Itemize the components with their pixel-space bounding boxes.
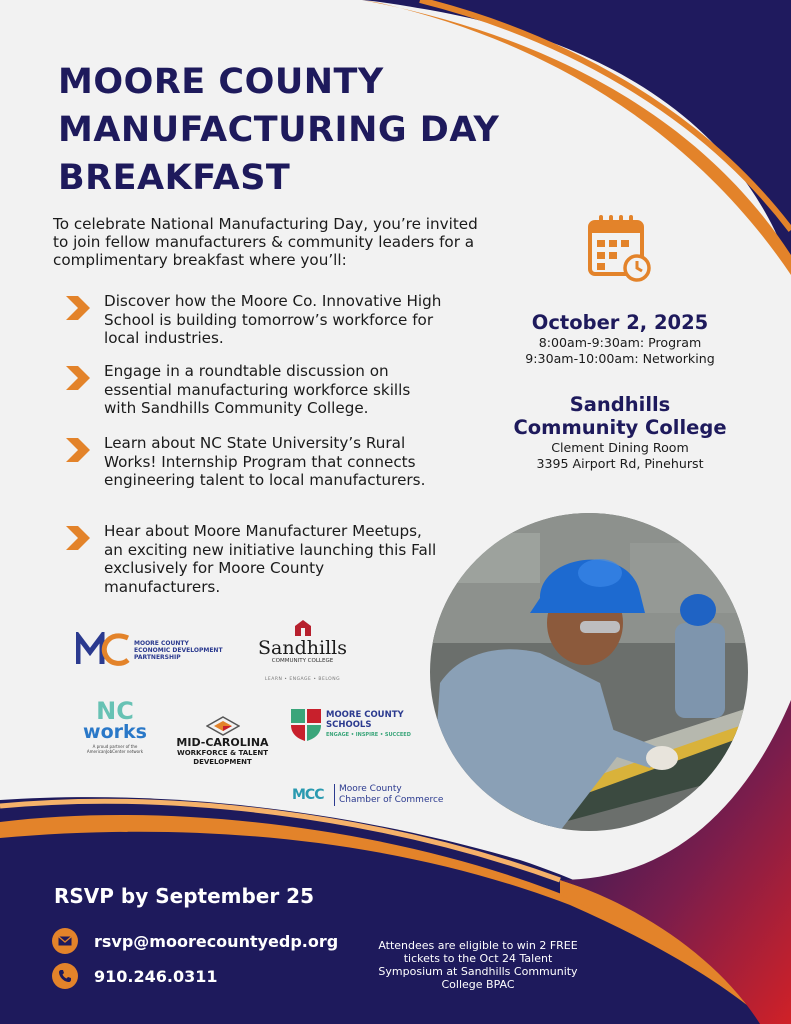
mcedp-line: ECONOMIC DEVELOPMENT <box>134 647 223 654</box>
list-item-text: Engage in a roundtable discussion on essential manufacturing workforce skills with Sandhills Community College. <box>104 362 411 417</box>
address-line: 3395 Airport Rd, Pinehurst <box>536 456 704 471</box>
mcs-line: MOORE COUNTY <box>326 710 404 720</box>
sandhills-sub: COMMUNITY COLLEGE <box>271 658 334 664</box>
phone-number[interactable]: 910.246.0311 <box>94 966 218 986</box>
event-schedule <box>500 335 740 367</box>
diamond-icon <box>206 716 240 736</box>
phone-icon <box>52 963 78 989</box>
list-item-text: Learn about NC State University’s Rural Works! Internship Program that connects engineering talent to local manufacturers. <box>104 434 426 489</box>
rsvp-heading: RSVP by September 25 <box>54 884 315 908</box>
chamber-line: Moore County <box>339 784 402 794</box>
schedule-line: 8:00am-9:30am: Program <box>538 335 702 350</box>
chevron-right-icon <box>64 526 90 550</box>
mid-carolina-line: WORKFORCE & TALENT <box>176 749 269 757</box>
chamber-line: Chamber of Commerce <box>339 795 444 805</box>
list-item <box>64 434 444 522</box>
page-title <box>58 58 578 202</box>
title-line: MOORE COUNTY <box>58 62 384 102</box>
mcedp-mark <box>76 632 130 666</box>
venue-name <box>500 393 740 439</box>
mid-carolina-logo <box>165 716 280 776</box>
intro-text: To celebrate National Manufacturing Day, you’re invited to join fellow manufacturers & community leaders for a complimentary breakfast where you’ll: <box>53 215 478 269</box>
email-icon <box>52 928 78 954</box>
ncworks-logo <box>80 697 150 766</box>
mcedp-line: PARTNERSHIP <box>134 654 181 661</box>
venue-line: Community College <box>513 416 727 439</box>
sandhills-tagline: LEARN • ENGAGE • BELONG <box>264 677 341 682</box>
worker-photo <box>430 513 748 831</box>
email-contact[interactable] <box>52 928 338 954</box>
venue-line: Sandhills <box>569 393 671 416</box>
sandhills-building-icon <box>293 618 313 638</box>
chamber-mark: MCC <box>292 787 324 803</box>
schedule-line: 9:30am-10:00am: Networking <box>525 351 715 366</box>
calendar-icon <box>587 213 653 283</box>
ncworks-nc: NC <box>96 697 134 725</box>
mid-carolina-line: MID-CAROLINA <box>176 736 269 749</box>
mid-carolina-line: DEVELOPMENT <box>193 758 252 766</box>
sandhills-name: Sandhills <box>258 637 347 659</box>
mcs-shield-icon <box>290 708 322 742</box>
mcedp-line: MOORE COUNTY <box>134 640 189 647</box>
phone-contact[interactable] <box>52 963 217 989</box>
ncworks-fine: A proud partner of the AmericanJobCenter network <box>86 744 144 754</box>
title-line: BREAKFAST <box>58 158 291 198</box>
bullet-list <box>64 292 444 596</box>
chevron-right-icon <box>64 296 90 320</box>
list-item-text: Hear about Moore Manufacturer Meetups, an exciting new initiative launching this Fall exclusively for Moore County manufacturers. <box>104 522 437 596</box>
raffle-note: Attendees are eligible to win 2 FREE tickets to the Oct 24 Talent Symposium at Sandhills Community College BPAC <box>378 939 578 991</box>
title-line: MANUFACTURING DAY <box>58 110 500 150</box>
chevron-right-icon <box>64 438 90 462</box>
sandhills-logo <box>250 618 355 684</box>
chevron-right-icon <box>64 366 90 390</box>
mcedp-logo <box>76 632 246 666</box>
event-date: October 2, 2025 <box>531 311 709 334</box>
chamber-logo <box>292 784 452 808</box>
address-line: Clement Dining Room <box>551 440 689 455</box>
ncworks-works: works <box>83 721 147 743</box>
worker-illustration <box>430 513 748 831</box>
moore-county-schools-logo <box>290 708 410 744</box>
list-item <box>64 522 444 596</box>
mcs-line: SCHOOLS <box>326 720 372 730</box>
list-item-text: Discover how the Moore Co. Innovative High School is building tomorrow’s workforce for local industries. <box>104 292 442 347</box>
list-item <box>64 362 444 434</box>
list-item <box>64 292 444 362</box>
venue-address <box>500 440 740 472</box>
email-address[interactable]: rsvp@moorecountyedp.org <box>94 931 339 951</box>
mcs-tagline: ENGAGE • INSPIRE • SUCCEED <box>326 732 411 738</box>
